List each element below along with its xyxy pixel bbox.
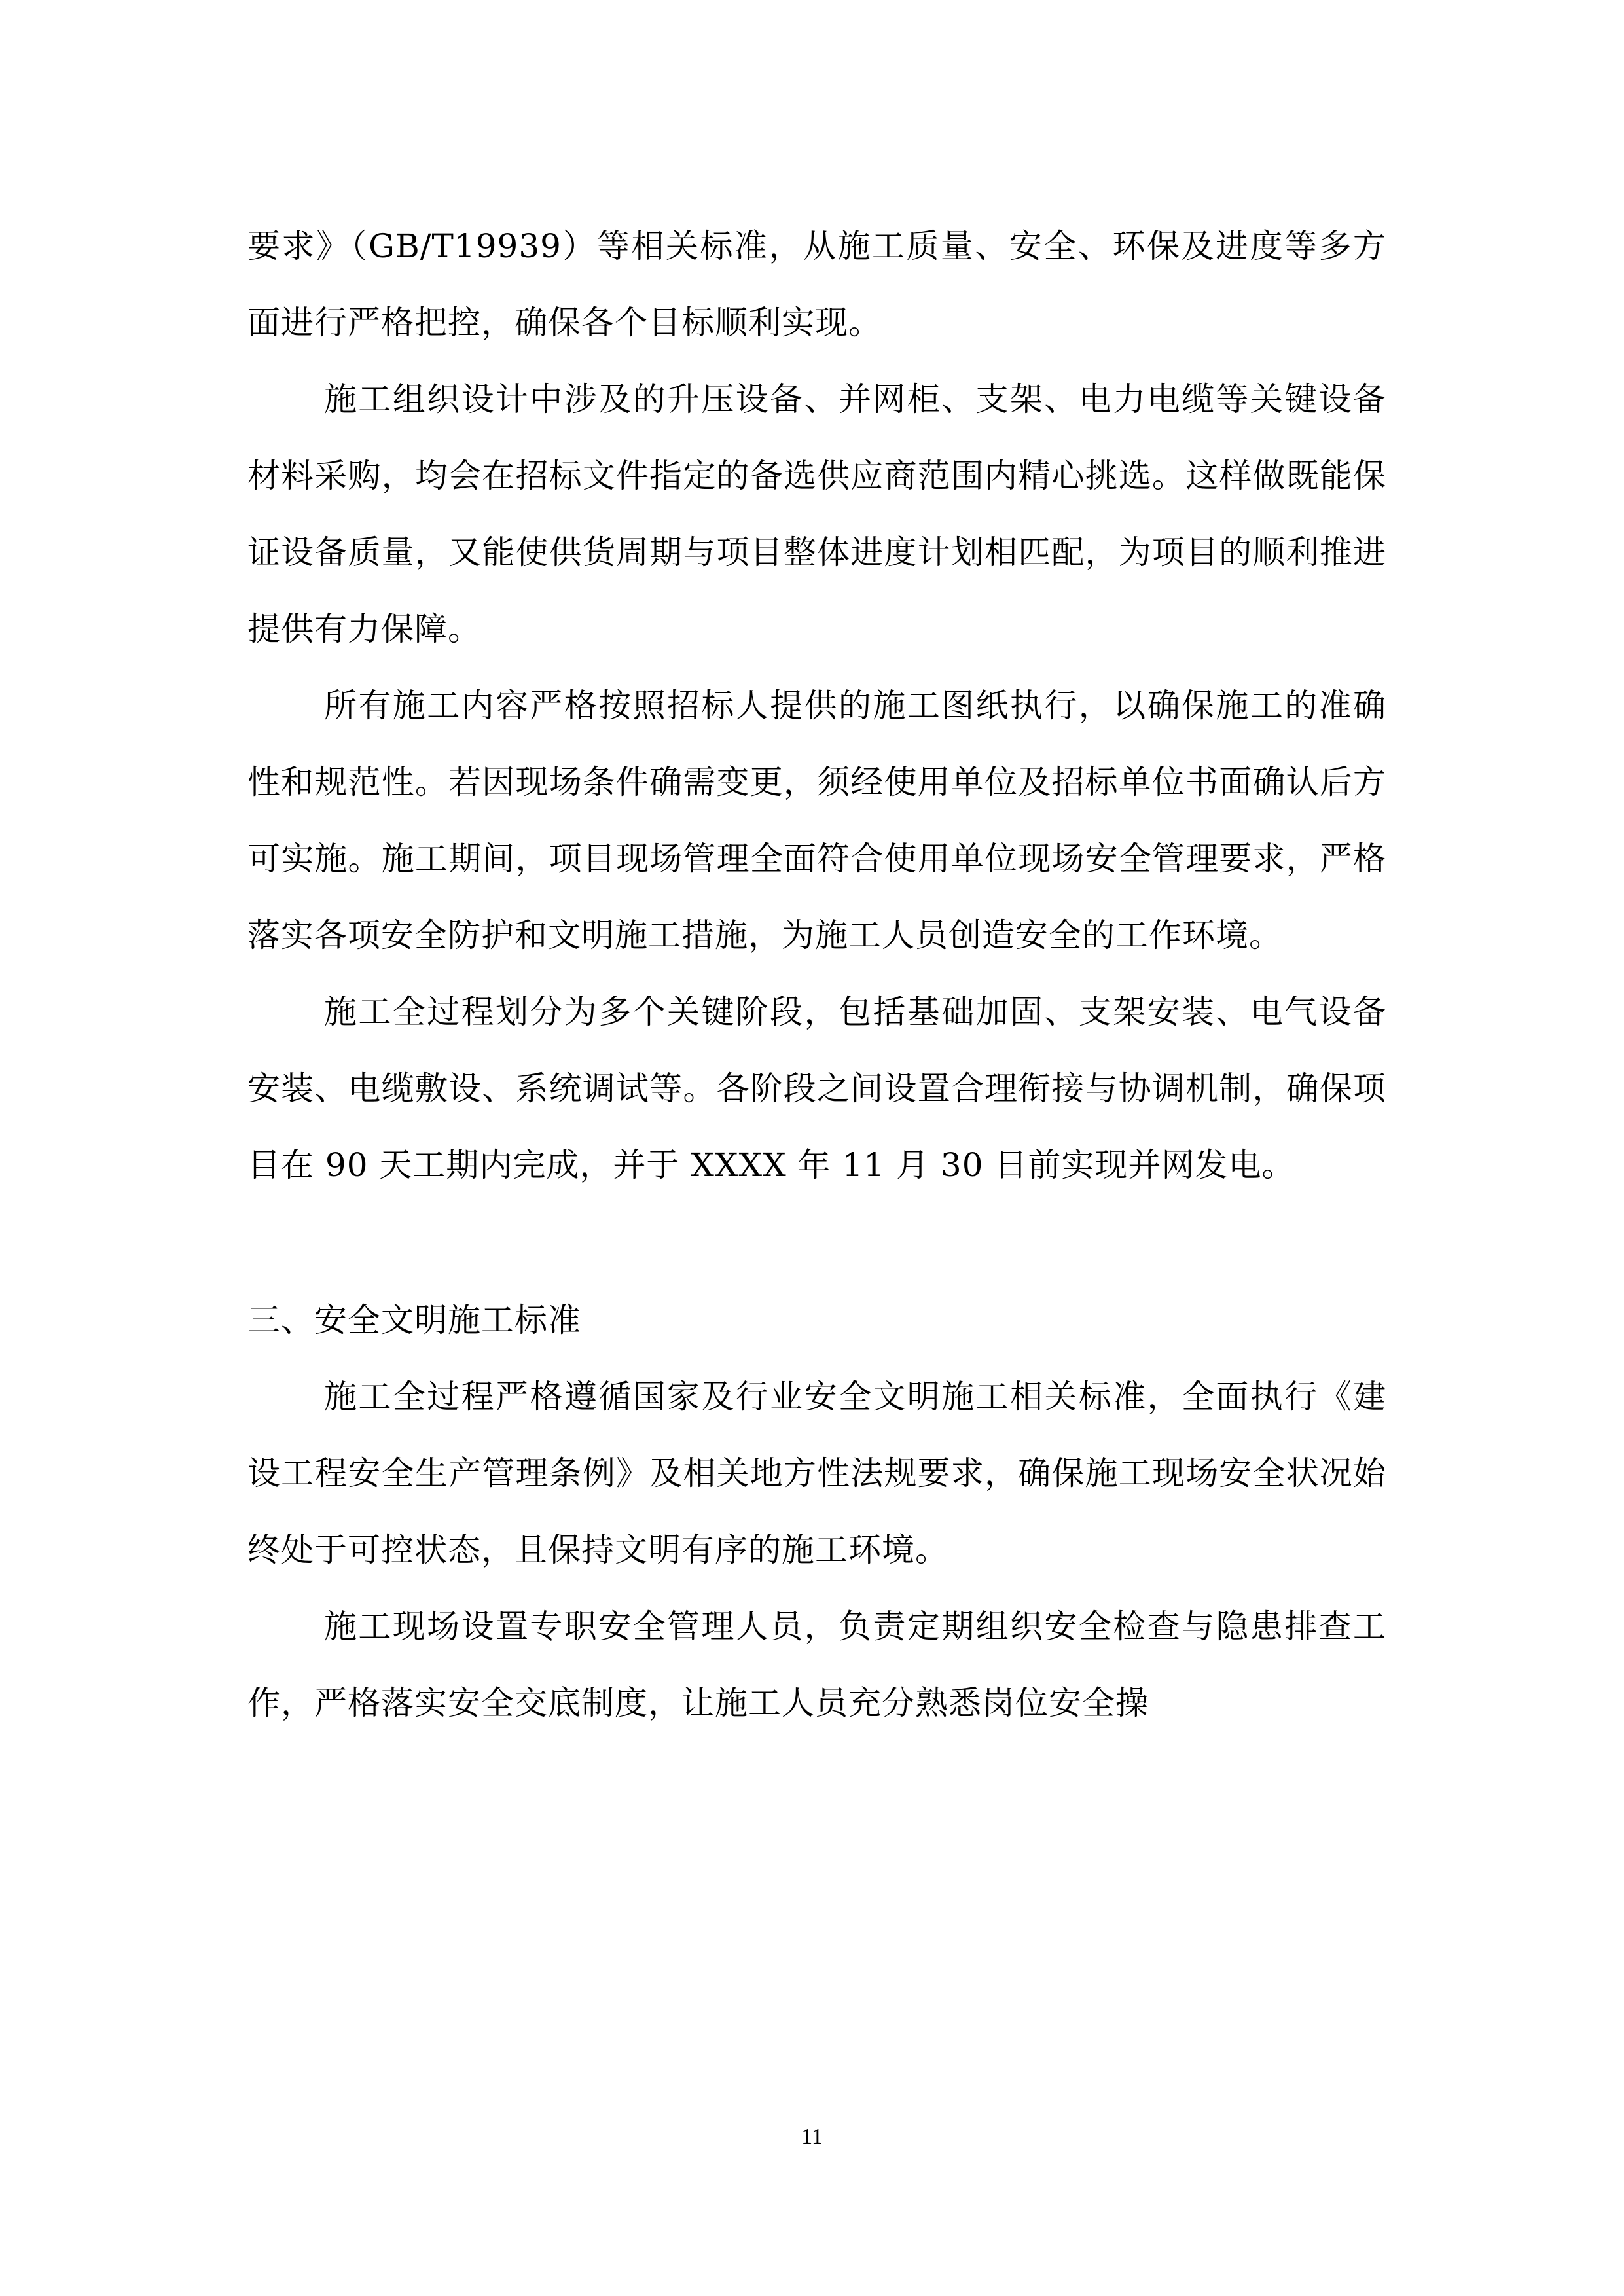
document-body (247, 208, 1386, 1742)
section-heading-safety-standards: 三、安全文明施工标准 (247, 1301, 581, 1339)
paragraph-construction-drawings: 所有施工内容严格按照招标人提供的施工图纸执行，以确保施工的准确性和规范性。若因现场条件确需变更，须经使用单位及招标单位书面确认后方可实施。施工期间，项目现场管理全面符合使用单位现场安全管理要求，严格落实各项安全防护和文明施工措施，为施工人员创造安全的工作环境。 (247, 687, 1386, 954)
paragraph-equipment-procurement: 施工组织设计中涉及的升压设备、并网柜、支架、电力电缆等关键设备材料采购，均会在招标文件指定的备选供应商范围内精心挑选。这样做既能保证设备质量，又能使供货周期与项目整体进度计划相匹配，为项目的顺利推进提供有力保障。 (247, 380, 1386, 648)
paragraph-safety-regulations: 施工全过程严格遵循国家及行业安全文明施工相关标准，全面执行《建设工程安全生产管理条例》及相关地方性法规要求，确保施工现场安全状况始终处于可控状态，且保持文明有序的施工环境。 (247, 1378, 1386, 1569)
paragraph-standards-continuation: 要求》（GB/T19939）等相关标准，从施工质量、安全、环保及进度等多方面进行严格把控，确保各个目标顺利实现。 (247, 227, 1386, 342)
paragraph-construction-stages: 施工全过程划分为多个关键阶段，包括基础加固、支架安装、电气设备安装、电缆敷设、系统调试等。各阶段之间设置合理衔接与协调机制，确保项目在 90 天工期内完成，并于 XXXX 年 11 月 30 日前实现并网发电。 (247, 993, 1386, 1184)
paragraph-safety-personnel: 施工现场设置专职安全管理人员，负责定期组织安全检查与隐患排查工作，严格落实安全交底制度，让施工人员充分熟悉岗位安全操 (247, 1607, 1386, 1722)
page-number: 11 (801, 2125, 823, 2149)
